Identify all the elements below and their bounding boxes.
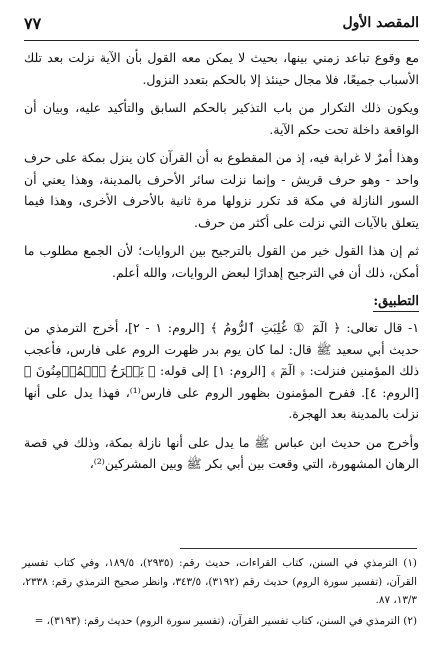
footnote-divider xyxy=(180,548,417,549)
footnotes xyxy=(22,554,417,632)
paragraph: مع وقوع تباعد زمني بينها، بحيث لا يمكن معه القول بأن الآية نزلت بعد تلك الأسباب جميعًا، فلا مجال حينئذ إلا بالحكم بتعدد النزول. xyxy=(24,50,419,87)
application-paragraph: وأخرج من حديث ابن عباس ﷺ ما يدل على أنها نازلة بمكة، وذلك في قصة الرهان المشهورة، التي وقعت بين أبي بكر ﷺ وبين المشركين⁽²⁾، xyxy=(24,434,419,471)
footnote: (٢) الترمذي في السنن، كتاب تفسير القرآن، (تفسير سورة الروم) حديث رقم: (٣١٩٣)، = xyxy=(34,614,417,627)
paragraph: وهذا أمرٌ لا غرابة فيه، إذ من المقطوع به أن القرآن كان ينزل بمكة على حرف واحد - وهو حرف قريش - وإنما نزلت سائر الأحرف بالمدينة، وهذا يعني أن السور النازلة في مكة قد تكرر نزولها مرة ثانية بالأحرف الأخرى، وهذا فيما يتعلق بالآيات التي نزلت على أكثر من حرف. xyxy=(24,150,419,230)
paragraph: ويكون ذلك التكرار من باب التذكير بالحكم السابق والتأكيد عليه، وبيان أن الواقعة داخلة تحت حكم الآية. xyxy=(24,100,419,137)
running-title: المقصد الأول xyxy=(342,15,419,31)
page-number: ٧٧ xyxy=(24,13,42,33)
application-paragraph: ١- قال تعالى: ﴿ الٓمٓ ① غُلِبَتِ ٱلرُّومُ ﴾ [الروم: ١ - ٢]، أخرج الترمذي من حديث أبي سعيد ﷺ قال: لما كان يوم بدر ظهرت الروم على فارس، فأعجب ذلك المؤمنين فنزلت: ﴿ الٓمٓ ﴾ [الروم: ١] إلى قوله: ﴿ يَفۡرَحُ ٱلۡمُؤۡمِنُونَ ﴾ [الروم: ٤]. ففرح المؤمنون بظهور الروم على فارس⁽¹⁾، فهذا يدل على أنها نزلت بالمدينة بعد الهجرة. xyxy=(24,320,420,421)
paragraph: ثم إن هذا القول خير من القول بالترجيح بين الروايات؛ لأن الجمع مطلوب ما أمكن، ذلك أن في الترجيح إهدارًا لبعض الروايات، والله أعلم. xyxy=(24,243,419,280)
footnote: (١) الترمذي في السنن، كتاب القراءات، حديث رقم: (٢٩٣٥)، ١٨٩/٥، وفي كتاب تفسير القرآن، (تفسير سورة الروم) حديث رقم (٣١٩٢)، ٣٤٣/٥، وانظر صحيح الترمذي رقم: ٢٣٣٨، ١٣/٣، ٨٧. xyxy=(22,557,417,606)
section-heading: التطبيق: xyxy=(373,292,419,312)
page-header xyxy=(24,10,419,41)
main-text xyxy=(24,47,419,475)
